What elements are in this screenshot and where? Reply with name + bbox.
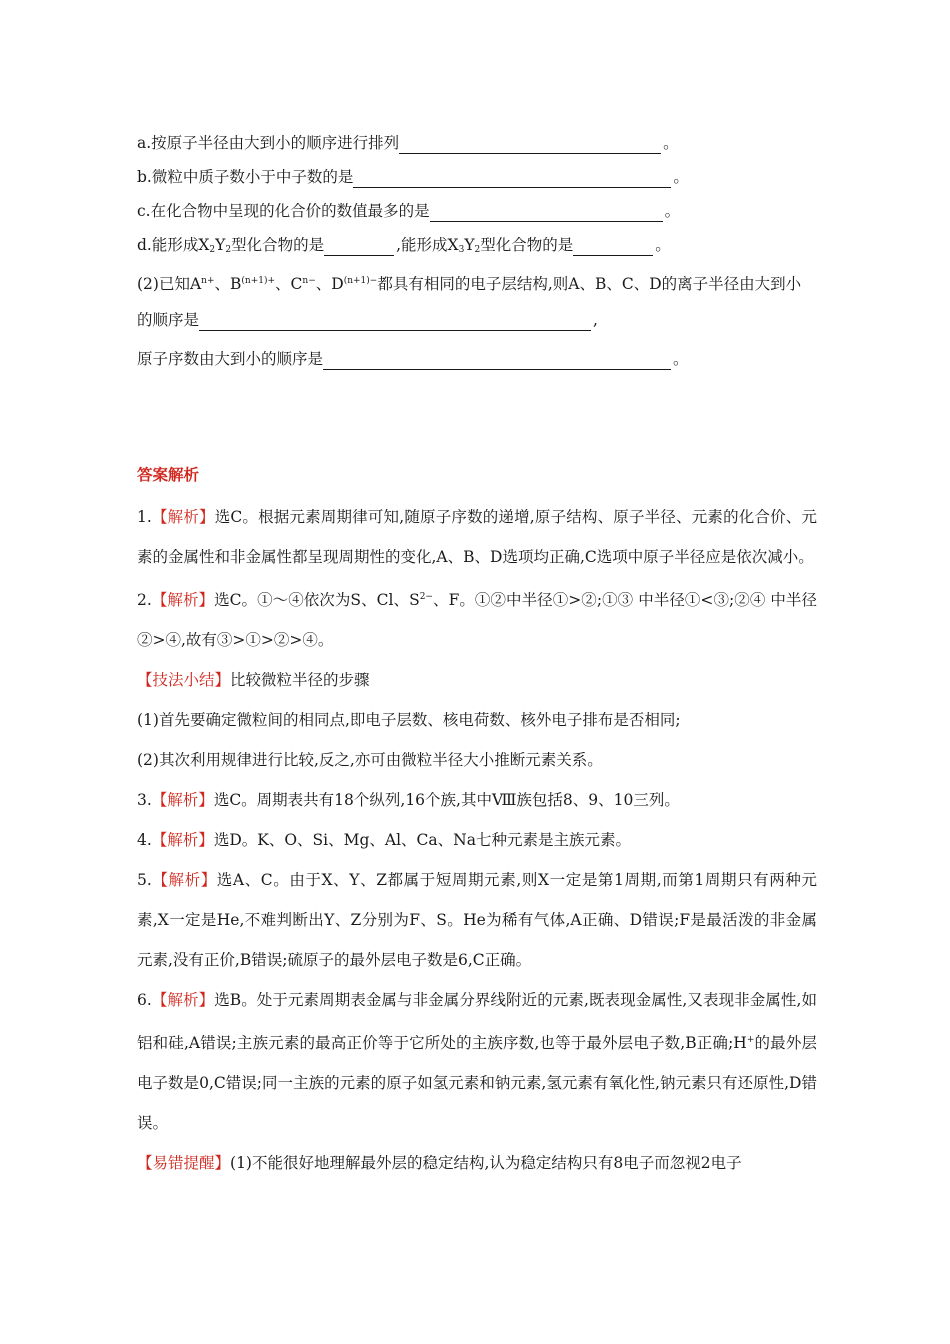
question-c-text: c.在化合物中呈现的化合价的数值最多的是 — [137, 202, 430, 220]
question-d: d.能形成$X_2Y_2$型化合物的是 ,能形成$X_3Y_2$型化合物的是 。 — [137, 228, 817, 262]
answer-blank-atomic-number[interactable] — [323, 347, 671, 370]
question-c: c.在化合物中呈现的化合价的数值最多的是 。 — [137, 194, 817, 228]
analysis-tag: 【解析】 — [151, 791, 214, 809]
answer-2: 2.【解析】选C。①～④依次为S、Cl、$S^{2-}$、F。①②中半径①>②;①③ 中半径①<③;②④ 中半径②>④,故有③>①>②>④。 — [137, 591, 817, 649]
warning-tag: 【易错提醒】 — [137, 1154, 231, 1172]
answer-blank-a[interactable] — [399, 131, 661, 154]
tip-tag: 【技法小结】 — [137, 671, 231, 689]
question-a-text: a.按原子半径由大到小的顺序进行排列 — [137, 134, 400, 152]
answer-4: 4.【解析】选D。K、O、Si、Mg、Al、Ca、Na七种元素是主族元素。 — [137, 831, 631, 849]
question-2: (2)已知$A^{n+}$、$B^{(n+1)+}$、$C^{n-}$、$D^{(n+1)-}$都具有相同的电子层结构,则A、B、C、D的离子半径由大到小 — [137, 275, 802, 293]
question-2-line3: 原子序数由大到小的顺序是 。 — [137, 340, 817, 379]
answer-6: 6.【解析】选B。处于元素周期表金属与非金属分界线附近的元素,既表现金属性,又表现非金属性,如铝和硅,A错误;主族元素的最高正价等于它所处的主族序数,也等于最外层电子数,B正确;H+的最外层电子数是0,C错误;同一主族的元素的原子如氢元素和钠元素,氢元素有氧化性,钠元素只有还原性,D错误。 — [137, 991, 817, 1132]
answer-blank-ion-radius[interactable] — [199, 308, 591, 331]
warning-note: 【易错提醒】(1)不能很好地理解最外层的稳定结构,认为稳定结构只有8电子而忽视2电子 — [137, 1154, 742, 1172]
answer-blank-d2[interactable] — [573, 233, 653, 256]
analysis-tag: 【解析】 — [151, 591, 215, 609]
answer-blank-b[interactable] — [353, 165, 671, 188]
answer-heading: 答案解析 — [137, 466, 200, 484]
analysis-tag: 【解析】 — [151, 508, 215, 526]
answer-blank-d1[interactable] — [324, 233, 394, 256]
tip-item-1: (1)首先要确定微粒间的相同点,即电子层数、核电荷数、核外电子排布是否相同; — [137, 711, 681, 729]
analysis-tag: 【解析】 — [151, 831, 214, 849]
tip-heading: 【技法小结】比较微粒半径的步骤 — [137, 671, 370, 689]
answer-3: 3.【解析】选C。周期表共有18个纵列,16个族,其中Ⅷ族包括8、9、10三列。 — [137, 791, 680, 809]
question-2-line2: 的顺序是 , — [137, 301, 817, 340]
answer-5: 5.【解析】选A、C。由于X、Y、Z都属于短周期元素,则X一定是第1周期,而第1周期只有两种元素,X一定是He,不难判断出Y、Z分别为F、S。He为稀有气体,A正确、D错误;F是最活泼的非金属元素,没有正价,B错误;硫原子的最外层电子数是6,C正确。 — [137, 871, 817, 969]
analysis-tag: 【解析】 — [151, 991, 215, 1009]
answer-1: 1.【解析】选C。根据元素周期律可知,随原子序数的递增,原子结构、原子半径、元素的化合价、元素的金属性和非金属性都呈现周期性的变化,A、B、D选项均正确,C选项中原子半径应是依次减小。 — [137, 508, 817, 566]
question-b: b.微粒中质子数小于中子数的是 。 — [137, 160, 817, 194]
question-b-text: b.微粒中质子数小于中子数的是 — [137, 168, 354, 186]
question-a: a.按原子半径由大到小的顺序进行排列 。 — [137, 126, 817, 160]
document-content — [137, 126, 817, 1183]
tip-item-2: (2)其次利用规律进行比较,反之,亦可由微粒半径大小推断元素关系。 — [137, 751, 603, 769]
answer-blank-c[interactable] — [430, 199, 663, 222]
analysis-tag: 【解析】 — [151, 871, 217, 889]
